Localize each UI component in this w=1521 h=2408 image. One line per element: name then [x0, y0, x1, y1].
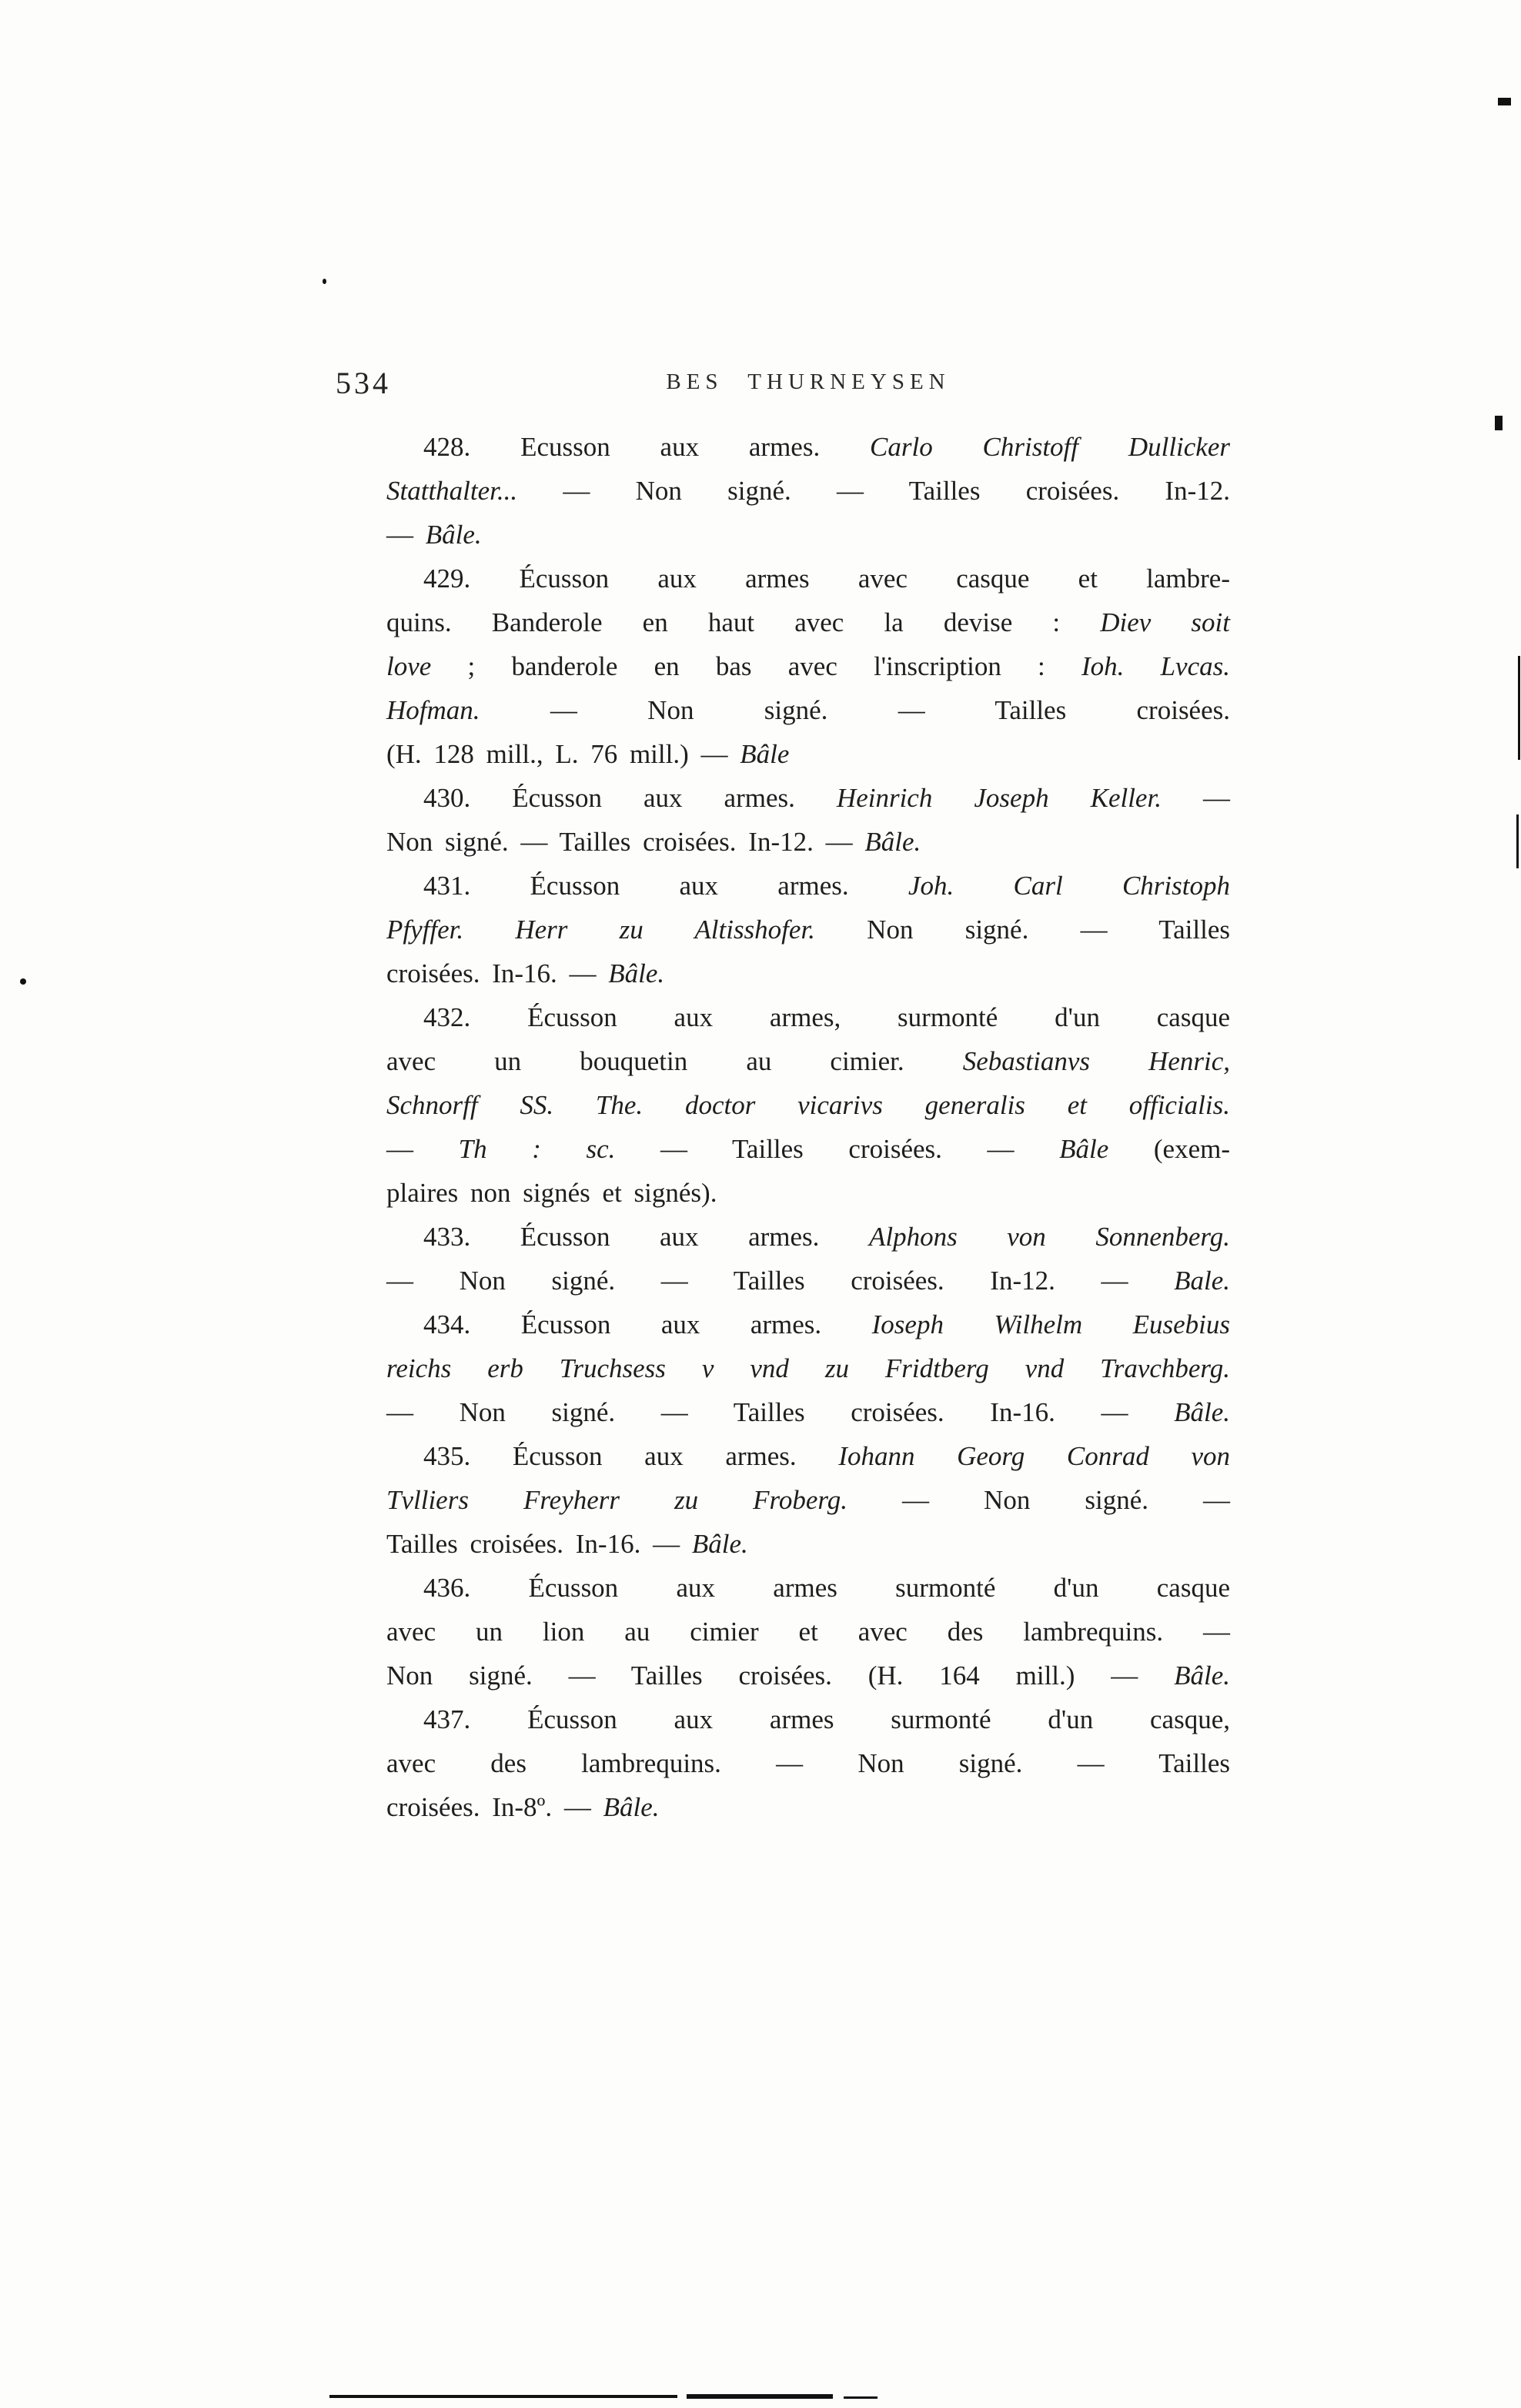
running-header: BES THURNEYSEN: [666, 370, 951, 394]
entry-line: [386, 1171, 1230, 1215]
roman-text: croisées. In-8º. —: [386, 1792, 603, 1822]
italic-text: Alphons von Sonnenberg.: [868, 1222, 1230, 1252]
entry-line: [386, 644, 1230, 688]
entry-line: [386, 1654, 1230, 1697]
scan-artifact: [329, 2395, 677, 2398]
entry-line: [386, 776, 1230, 820]
italic-text: Pfyffer. Herr zu Altisshofer.: [386, 915, 815, 945]
roman-text: avec des lambrequins. — Non signé. — Tailles: [386, 1748, 1230, 1778]
italic-text: Statthalter...: [386, 476, 518, 506]
catalog-entry: [386, 1434, 1230, 1566]
roman-text: — Tailles croisées. —: [615, 1134, 1060, 1164]
roman-text: 434. Écusson aux armes.: [423, 1309, 872, 1339]
italic-text: Bâle.: [1174, 1661, 1230, 1691]
entry-line: [386, 1390, 1230, 1434]
entry-line: [386, 995, 1230, 1039]
roman-text: Tailles croisées. In-16. —: [386, 1529, 692, 1559]
entry-line: [386, 820, 1230, 864]
entry-line: [386, 1610, 1230, 1654]
entry-line: [386, 864, 1230, 908]
catalog-entry: [386, 1566, 1230, 1697]
italic-text: Ioh. Lvcas.: [1081, 651, 1230, 681]
roman-text: 437. Écusson aux armes surmonté d'un casque,: [423, 1704, 1230, 1734]
roman-text: —: [386, 1134, 459, 1164]
roman-text: — Non signé. — Tailles croisées.: [480, 695, 1230, 725]
entry-line: [386, 1478, 1230, 1522]
scan-artifact: [1518, 656, 1520, 760]
entry-line: [386, 469, 1230, 513]
roman-text: Non signé. — Tailles croisées. In-12. —: [386, 827, 865, 857]
entry-line: [386, 1741, 1230, 1785]
entry-line: [386, 425, 1230, 469]
italic-text: Sebastianvs Henric,: [962, 1046, 1230, 1076]
italic-text: Ioseph Wilhelm Eusebius: [871, 1309, 1230, 1339]
italic-text: Bâle.: [1174, 1397, 1230, 1427]
roman-text: Non signé. — Tailles: [814, 915, 1230, 945]
entry-line: [386, 1083, 1230, 1127]
roman-text: (H. 128 mill., L. 76 mill.) —: [386, 739, 740, 769]
catalog-entry: [386, 425, 1230, 557]
scan-artifact: [323, 279, 326, 284]
scan-artifact: [844, 2396, 878, 2399]
entry-line: [386, 1697, 1230, 1741]
page-number: 534: [336, 366, 391, 400]
catalog-entry: [386, 995, 1230, 1215]
roman-text: avec un lion au cimier et avec des lambrequins. —: [386, 1617, 1230, 1647]
entry-line: [386, 1303, 1230, 1346]
roman-text: (exem-: [1108, 1134, 1231, 1164]
scan-artifact: [20, 978, 26, 985]
italic-text: Tvlliers Freyherr zu Froberg.: [386, 1485, 847, 1515]
roman-text: 433. Écusson aux armes.: [423, 1222, 869, 1252]
catalog-entry: [386, 1215, 1230, 1303]
roman-text: avec un bouquetin au cimier.: [386, 1046, 963, 1076]
entry-line: [386, 1039, 1230, 1083]
roman-text: — Non signé. —: [847, 1485, 1230, 1515]
roman-text: 431. Écusson aux armes.: [423, 871, 908, 901]
roman-text: ; banderole en bas avec l'inscription :: [431, 651, 1081, 681]
roman-text: 430. Écusson aux armes.: [423, 783, 837, 813]
italic-text: Heinrich Joseph Keller.: [836, 783, 1162, 813]
roman-text: Non signé. — Tailles croisées. (H. 164 mill.) —: [386, 1661, 1175, 1691]
entry-line: [386, 1522, 1230, 1566]
italic-text: Bâle.: [603, 1792, 660, 1822]
catalog-entry: [386, 776, 1230, 864]
italic-text: Bâle.: [608, 958, 665, 988]
entry-line: [386, 1785, 1230, 1829]
roman-text: — Non signé. — Tailles croisées. In-12. —: [386, 1266, 1175, 1296]
roman-text: 436. Écusson aux armes surmonté d'un casque: [423, 1573, 1230, 1603]
roman-text: — Non signé. — Tailles croisées. In-16. —: [386, 1397, 1175, 1427]
italic-text: love: [386, 651, 432, 681]
italic-text: Hofman.: [386, 695, 480, 725]
scan-artifact: [1498, 98, 1511, 105]
catalog-entry: [386, 1697, 1230, 1829]
entries: [386, 425, 1230, 1829]
roman-text: plaires non signés et signés).: [386, 1178, 717, 1208]
entry-line: [386, 1215, 1230, 1259]
scan-artifact: [1495, 416, 1503, 430]
scan-artifact: [1516, 814, 1519, 868]
catalog-entry: [386, 864, 1230, 995]
italic-text: Carlo Christoff Dullicker: [870, 432, 1230, 462]
roman-text: 428. Ecusson aux armes.: [423, 432, 871, 462]
roman-text: croisées. In-16. —: [386, 958, 609, 988]
entry-line: [386, 951, 1230, 995]
roman-text: quins. Banderole en haut avec la devise :: [386, 607, 1101, 637]
roman-text: — Non signé. — Tailles croisées. In-12.: [517, 476, 1230, 506]
italic-text: Bâle.: [864, 827, 921, 857]
roman-text: —: [1161, 783, 1231, 813]
entry-line: [386, 908, 1230, 951]
catalog-entry: [386, 557, 1230, 776]
italic-text: Schnorff SS. The. doctor vicarivs generalis et officialis.: [386, 1090, 1230, 1120]
entry-line: [386, 1259, 1230, 1303]
italic-text: Joh. Carl Christoph: [908, 871, 1230, 901]
entry-line: [386, 688, 1230, 732]
italic-text: Bâle.: [691, 1529, 748, 1559]
entry-line: [386, 513, 1230, 557]
roman-text: 429. Écusson aux armes avec casque et lambre-: [423, 564, 1230, 594]
scan-artifact: [687, 2394, 833, 2399]
italic-text: Bâle: [1059, 1134, 1109, 1164]
entry-line: [386, 600, 1230, 644]
catalog-entry: [386, 1303, 1230, 1434]
entry-line: [386, 557, 1230, 600]
italic-text: reichs erb Truchsess v vnd zu Fridtberg vnd Travchberg.: [386, 1353, 1230, 1383]
italic-text: Bâle.: [425, 520, 482, 550]
italic-text: Diev soit: [1100, 607, 1230, 637]
entry-line: [386, 1434, 1230, 1478]
italic-text: Th : sc.: [458, 1134, 616, 1164]
entry-line: [386, 1566, 1230, 1610]
italic-text: Iohann Georg Conrad von: [838, 1441, 1230, 1471]
entry-line: [386, 1346, 1230, 1390]
roman-text: 435. Écusson aux armes.: [423, 1441, 839, 1471]
italic-text: Bâle: [740, 739, 790, 769]
entry-line: [386, 1127, 1230, 1171]
entry-line: [386, 732, 1230, 776]
roman-text: —: [386, 520, 426, 550]
italic-text: Bale.: [1174, 1266, 1230, 1296]
roman-text: 432. Écusson aux armes, surmonté d'un casque: [423, 1002, 1230, 1032]
